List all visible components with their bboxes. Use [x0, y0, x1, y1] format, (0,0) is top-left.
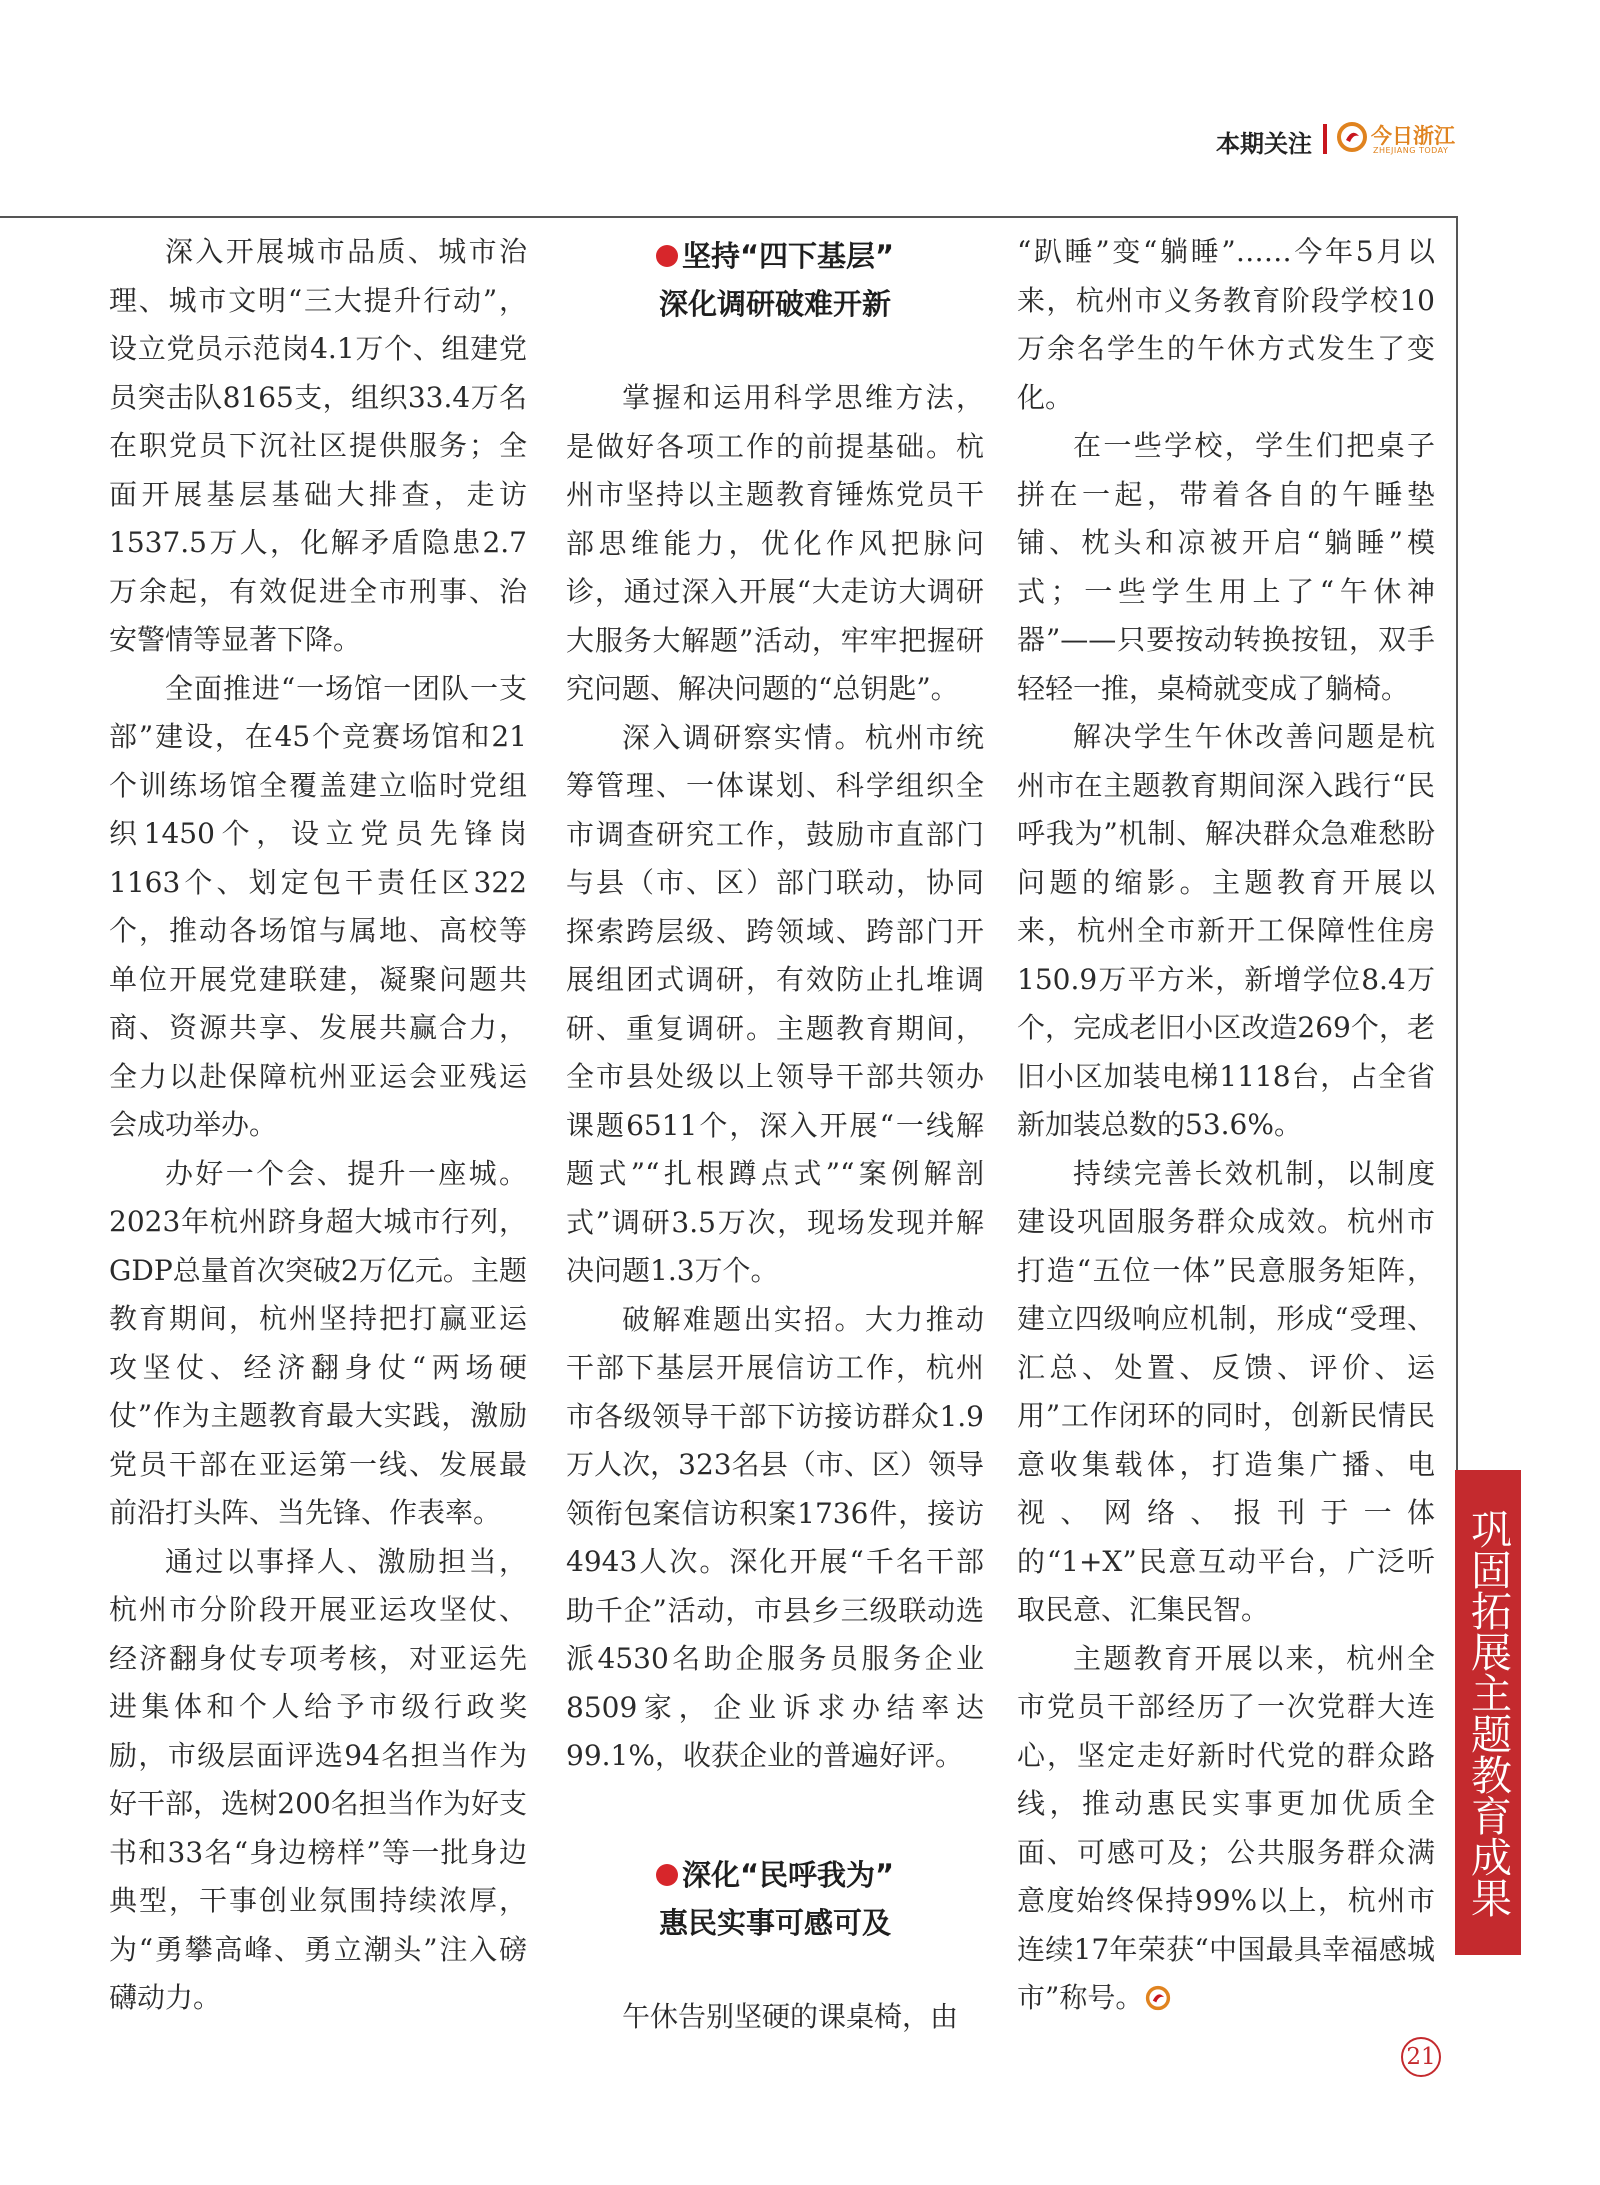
right-rule: [1456, 216, 1458, 1486]
logo-text: 今日浙江: [1371, 124, 1455, 148]
paragraph: 解决学生午休改善问题是杭州市在主题教育期间深入践行“民呼我为”机制、解决群众急难愁盼问题的缩影。主题教育开展以来，杭州全市新开工保障性住房150.9万平方米，新增学位8.4万个，完成老旧小区改造269个，老旧小区加装电梯1118台，占全省新加装总数的53.6%。: [1017, 720, 1435, 1141]
paragraph: 破解难题出实招。大力推动干部下基层开展信访工作，杭州市各级领导干部下访接访群众1.9万人次，323名县（市、区）领导领衔包案信访积案1736件，接访4943人次。深化开展“千名干部助千企”活动，市县乡三级联动选派4530名助企服务员服务企业8509家，企业诉求办结率达99.1%，收获企业的普遍好评。: [566, 1302, 984, 1772]
red-dot-icon: [656, 245, 678, 267]
column-3: [1017, 228, 1435, 2023]
paragraph: 在一些学校，学生们把桌子拼在一起，带着各自的午睡垫铺、枕头和凉被开启“躺睡”模式；一些学生用上了“午休神器”——只要按动转换按钮，双手轻轻一推，桌椅就变成了躺椅。: [1017, 429, 1435, 705]
logo-subtext: ZHEJIANG TODAY: [1373, 146, 1449, 155]
column-1: [109, 228, 527, 2023]
section-tab: 巩固拓展主题教育成果: [1455, 1470, 1521, 1955]
section-label: 本期关注: [1216, 130, 1312, 158]
magazine-logo: [1335, 118, 1460, 160]
logo-swirl-icon: [1337, 122, 1367, 152]
section-heading-2: 深化“民呼我为” 惠民实事可感可及: [566, 1851, 984, 1947]
paragraph: 深入开展城市品质、城市治理、城市文明“三大提升行动”，设立党员示范岗4.1万个、组建党员突击队8165支，组织33.4万名在职党员下沉社区提供服务；全面开展基层基础大排查，走访1537.5万人，化解矛盾隐患2.7万余起，有效促进全市刑事、治安警情等显著下降。: [109, 235, 527, 656]
section-heading-1: 坚持“四下基层” 深化调研破难开新: [566, 232, 984, 328]
paragraph: 持续完善长效机制，以制度建设巩固服务群众成效。杭州市打造“五位一体”民意服务矩阵，建立四级响应机制，形成“受理、汇总、处置、反馈、评价、运用”工作闭环的同时，创新民情民意收集载体，打造集广播、电视、网络、报刊于一体的“1+X”民意互动平台，广泛听取民意、汇集民智。: [1017, 1156, 1435, 1626]
paragraph: 办好一个会、提升一座城。2023年杭州跻身超大城市行列，GDP总量首次突破2万亿元。主题教育期间，杭州坚持把打赢亚运攻坚仗、经济翻身仗“两场硬仗”作为主题教育最大实践，激励党员干部在亚运第一线、发展最前沿打头阵、当先锋、作表率。: [109, 1156, 527, 1529]
page-number: 21: [1401, 2037, 1441, 2077]
page-header: [0, 112, 1460, 160]
paragraph: 掌握和运用科学思维方法，是做好各项工作的前提基础。杭州市坚持以主题教育锤炼党员干部思维能力，优化作风把脉问诊，通过深入开展“大走访大调研大服务大解题”活动，牢牢把握研究问题、解决问题的“总钥匙”。: [566, 381, 984, 705]
paragraph-continued: “趴睡”变“躺睡”……今年5月以来，杭州市义务教育阶段学校10万余名学生的午休方式发生了变化。: [1017, 235, 1435, 414]
column-2: [566, 228, 984, 2041]
paragraph: 深入调研察实情。杭州市统筹管理、一体谋划、科学组织全市调查研究工作，鼓励市直部门与县（市、区）部门联动，协同探索跨层级、跨领域、跨部门开展组团式调研，有效防止扎堆调研、重复调研。主题教育期间，全市县处级以上领导干部共领办课题6511个，深入开展“一线解题式”“扎根蹲点式”“案例解剖式”调研3.5万次，现场发现并解决问题1.3万个。: [566, 720, 984, 1287]
paragraph: 全面推进“一场馆一团队一支部”建设，在45个竞赛场馆和21个训练场馆全覆盖建立临时党组织1450个，设立党员先锋岗1163个、划定包干责任区322个，推动各场馆与属地、高校等单位开展党建联建，凝聚问题共商、资源共享、发展共赢合力，全力以赴保障杭州亚运会亚残运会成功举办。: [109, 671, 527, 1141]
red-dot-icon: [656, 1864, 678, 1886]
paragraph: 通过以事择人、激励担当，杭州市分阶段开展亚运攻坚仗、经济翻身仗专项考核，对亚运先进集体和个人给予市级行政奖励，市级层面评选94名担当作为好干部，选树200名担当作为好支书和33名“身边榜样”等一批身边典型，干事创业氛围持续浓厚，为“勇攀高峰、勇立潮头”注入磅礴动力。: [109, 1544, 527, 2014]
end-mark-icon: [1145, 1985, 1171, 2011]
paragraph-final: 主题教育开展以来，杭州全市党员干部经历了一次党群大连心，坚定走好新时代党的群众路线，推动惠民实事更加优质全面、可感可及；公共服务群众满意度始终保持99%以上，杭州市连续17年荣获“中国最具幸福感城市”称号。: [1017, 1641, 1435, 2014]
header-rule: [0, 216, 1458, 218]
header-divider: [1323, 124, 1327, 154]
paragraph: 午休告别坚硬的课桌椅，由: [622, 1999, 959, 2033]
